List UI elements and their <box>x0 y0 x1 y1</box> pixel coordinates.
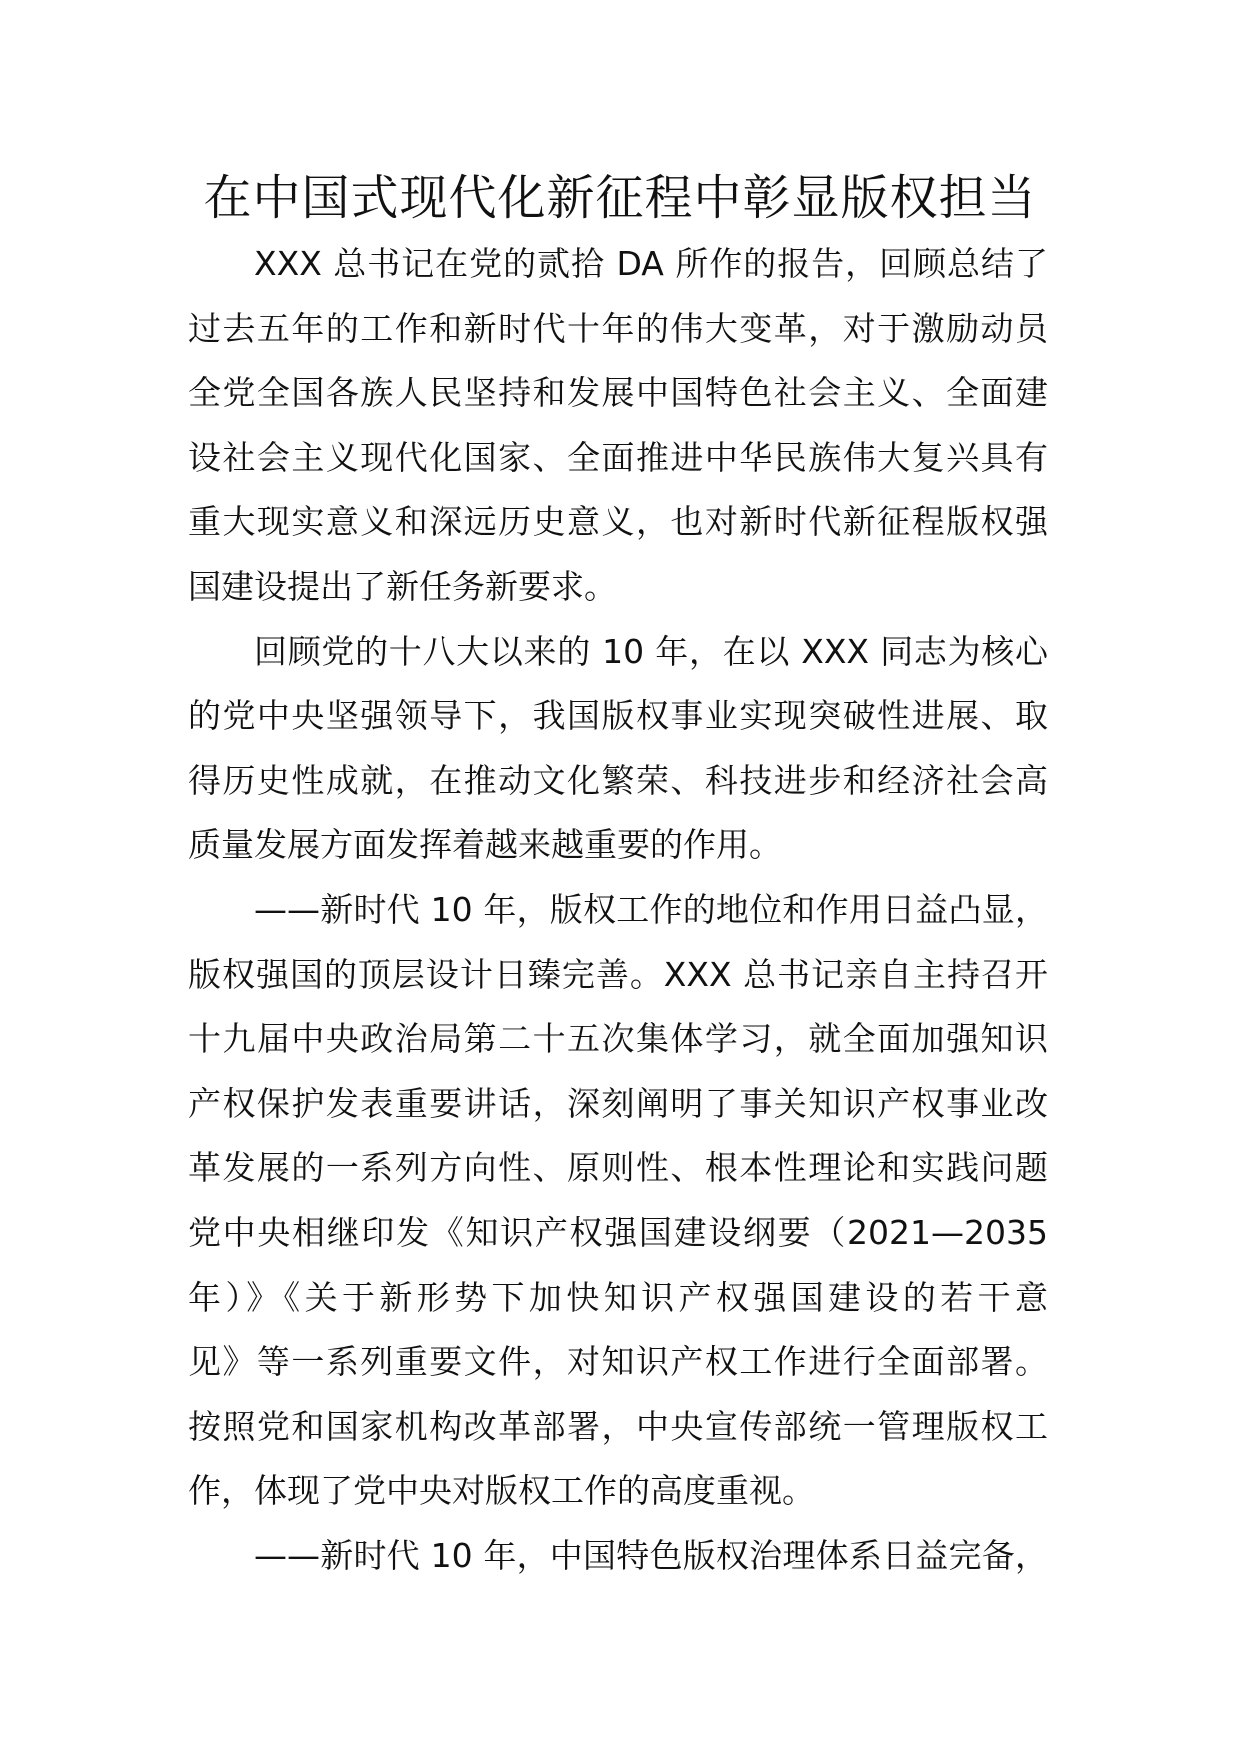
text-line: 见》等一系列重要文件，对知识产权工作进行全面部署。 <box>188 1342 1048 1382</box>
text-line: 党中央相继印发《知识产权强国建设纲要（2021—2035 <box>188 1212 1048 1252</box>
text-line: ——新时代 10 年，中国特色版权治理体系日益完备， <box>254 1535 1048 1575</box>
text-line: 革发展的一系列方向性、原则性、根本性理论和实践问题 <box>188 1148 1048 1188</box>
text-line: 版权强国的顶层设计日臻完善。XXX 总书记亲自主持召开 <box>188 954 1048 994</box>
text-line: 十九届中央政治局第二十五次集体学习，就全面加强知识 <box>188 1019 1048 1059</box>
text-line: 产权保护发表重要讲话，深刻阐明了事关知识产权事业改 <box>188 1083 1048 1123</box>
text-line: 按照党和国家机构改革部署，中央宣传部统一管理版权工 <box>188 1406 1048 1446</box>
document-body <box>188 232 1048 1588</box>
text-line: 作，体现了党中央对版权工作的高度重视。 <box>188 1471 815 1511</box>
text-line: 国建设提出了新任务新要求。 <box>188 566 617 606</box>
text-line: 设社会主义现代化国家、全面推进中华民族伟大复兴具有 <box>188 437 1048 477</box>
text-line: 过去五年的工作和新时代十年的伟大变革，对于激励动员 <box>188 308 1048 348</box>
text-line: 重大现实意义和深远历史意义，也对新时代新征程版权强 <box>188 502 1048 542</box>
text-line: 得历史性成就，在推动文化繁荣、科技进步和经济社会高 <box>188 760 1048 800</box>
document-title: 在中国式现代化新征程中彰显版权担当 <box>203 170 1037 226</box>
text-line: 回顾党的十八大以来的 10 年，在以 XXX 同志为核心 <box>254 631 1048 671</box>
text-line: 质量发展方面发挥着越来越重要的作用。 <box>188 825 782 865</box>
text-line: 全党全国各族人民坚持和发展中国特色社会主义、全面建 <box>188 373 1048 413</box>
text-line: 的党中央坚强领导下，我国版权事业实现突破性进展、取 <box>188 696 1048 736</box>
text-line: 年）》《关于新形势下加快知识产权强国建设的若干意 <box>188 1277 1048 1317</box>
text-line: XXX 总书记在党的贰拾 DA 所作的报告，回顾总结了 <box>254 244 1048 283</box>
text-line: ——新时代 10 年，版权工作的地位和作用日益凸显， <box>254 889 1048 929</box>
